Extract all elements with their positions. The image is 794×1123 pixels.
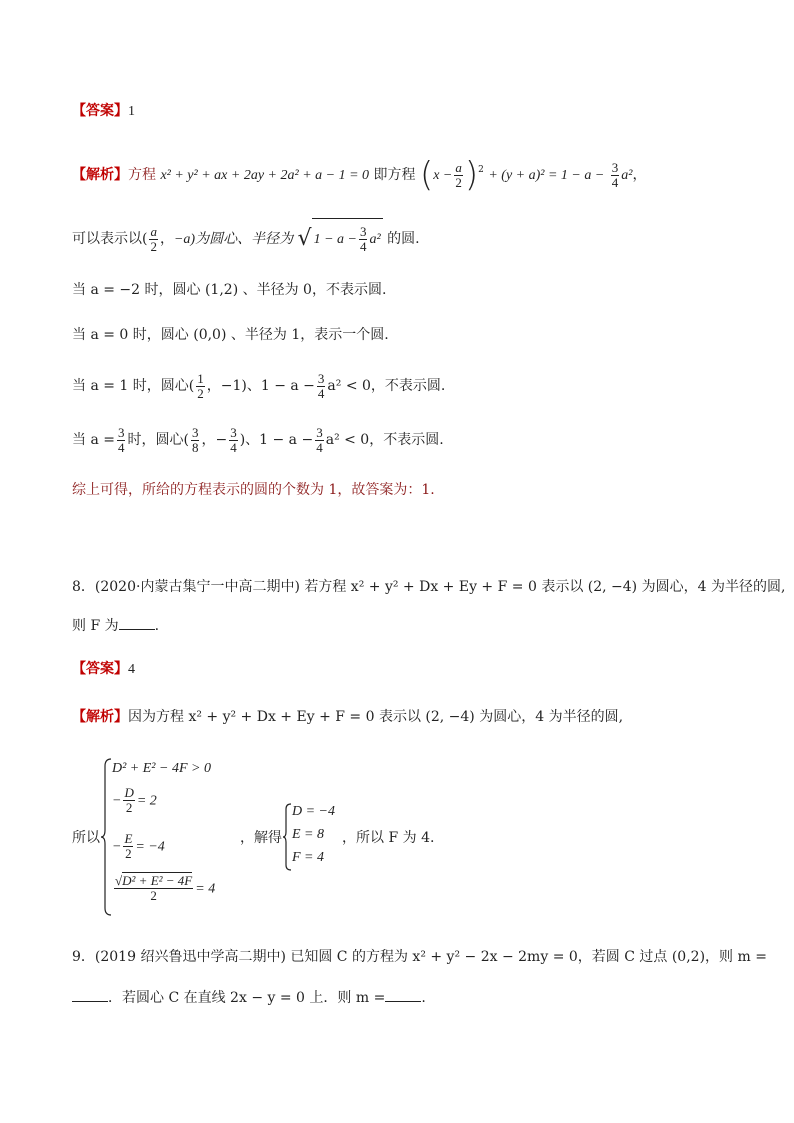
equation: x² + y² + ax + 2ay + 2a² + a − 1 = 0 [160,168,370,183]
equation: + (y + a)² = 1 − a − [488,168,605,183]
q7-analysis-line4: 当 a = 0 时，圆心 (0,0) 、半径为 1，表示一个圆. [72,327,389,343]
question-text: ．若圆心 C 在直线 2x − y = 0 上．则 m = [108,990,386,1006]
analysis-text: a² < 0，不表示圆. [325,432,444,448]
q7-analysis-line6 [72,420,444,460]
solve-label: ，解得 [240,830,282,846]
q7-analysis-line3: 当 a = −2 时，圆心 (1,2) 、半径为 0，不表示圆. [72,282,387,298]
analysis-label: 【解析】 [72,709,128,725]
equation: x − [433,168,453,183]
analysis-text: −a)为圆心、半径为 [173,232,294,247]
analysis-text: ，− [201,432,228,448]
system-eq-2: − $\frac{D}{2}$ = 2 [112,785,157,815]
equation: a² [621,168,633,183]
system-eq-4: $\frac{\text{√D² + E² − 4F}}{2}$ = 4 [115,873,216,903]
system-eq-3: − $\frac{E}{2}$ = −4 [112,831,165,861]
answer-blank [119,615,155,630]
q8-analysis [72,707,623,727]
solution-brace [282,803,292,871]
fraction: $\frac{3}{4}$ [611,159,619,190]
analysis-text: )、1 − a − [239,432,314,448]
q8-stem-line1: 8．(2020·内蒙古集宁一中高二期中) 若方程 x² + y² + Dx + Ey + F = 0 表示以 (2, −4) 为圆心，4 为半径的圆, [72,579,786,595]
q7-conclusion: 综上可得，所给的方程表示的圆的个数为 1，故答案为：1. [72,482,435,498]
q9-stem-line1: 9．(2019 绍兴鲁迅中学高二期中) 已知圆 C 的方程为 x² + y² − 2x − 2my = 0，若圆 C 过点 (0,2)，则 m = [72,949,767,965]
fraction: $\frac{a}{2}$ [150,223,157,254]
fraction: $\frac{3}{4}$ [316,424,323,455]
analysis-text: 时，圆心( [127,432,189,448]
answer-blank [385,987,421,1002]
fraction: $\frac{3}{4}$ [317,370,325,401]
answer-value: 1 [128,104,135,119]
system-eq-1: D² + E² − 4F > 0 [112,761,211,776]
fraction: $\frac{a}{2}$ [455,159,462,190]
paren-right: ) [464,155,479,195]
fraction: $\frac{3}{4}$ [230,424,237,455]
analysis-text: 因为方程 x² + y² + Dx + Ey + F = 0 表示以 (2, −4) 为圆心，4 为半径的圆, [128,709,624,725]
analysis-text: 当 a = [72,432,115,448]
answer-blank [72,987,108,1002]
q9-stem-line2: ．若圆心 C 在直线 2x − y = 0 上．则 m = . [72,987,426,1008]
solution-eq-2: E = 8 [292,827,324,842]
so-label: 所以 [72,830,100,846]
analysis-text: 可以表示以( [72,231,148,247]
solution-eq-3: F = 4 [292,850,324,865]
fraction: $\frac{1}{2}$ [197,370,204,401]
fraction: $\frac{3}{4}$ [117,424,125,455]
q8-answer [72,659,135,680]
analysis-label: 【解析】 [72,167,128,183]
analysis-text: ，−1)、1 − a − [206,378,315,394]
q7-analysis-line2: 可以表示以( $\frac{a}{2}$ ，−a)为圆心、半径为 √ 1 − a − $\frac{3}{4}$ a² 的圆. [72,218,420,258]
answer-value: 4 [128,662,135,677]
paren-left: ( [419,155,434,195]
system-brace [100,758,112,916]
q7-analysis-line1: 【解析】方程 x² + y² + ax + 2ay + 2a² + a − 1 = 0 即方程 (x − $\frac{a}{2}$ )$^2$ + (y + a)² = 1 − a − $\frac{3}{4}$ a²， [72,155,647,195]
sqrt: √ 1 − a − $\frac{3}{4}$ a² [298,218,383,260]
answer-label: 【答案】 [72,103,128,119]
analysis-text: 方程 [128,167,156,183]
q8-stem-line2: 则 F 为 . [72,615,159,636]
analysis-text: 的圆. [387,231,420,247]
analysis-text: 当 a = 1 时，圆心( [72,378,195,394]
analysis-text: 即方程 [373,167,416,183]
fraction: $\frac{3}{8}$ [191,424,199,455]
q8-result: ，所以 F 为 4. [342,830,435,846]
answer-label: 【答案】 [72,661,128,677]
q7-analysis-line5 [72,366,445,406]
question-text: 则 F 为 [72,618,119,634]
solution-eq-1: D = −4 [292,804,336,819]
analysis-text: a² < 0，不表示圆. [327,378,446,394]
q7-answer [72,101,135,122]
